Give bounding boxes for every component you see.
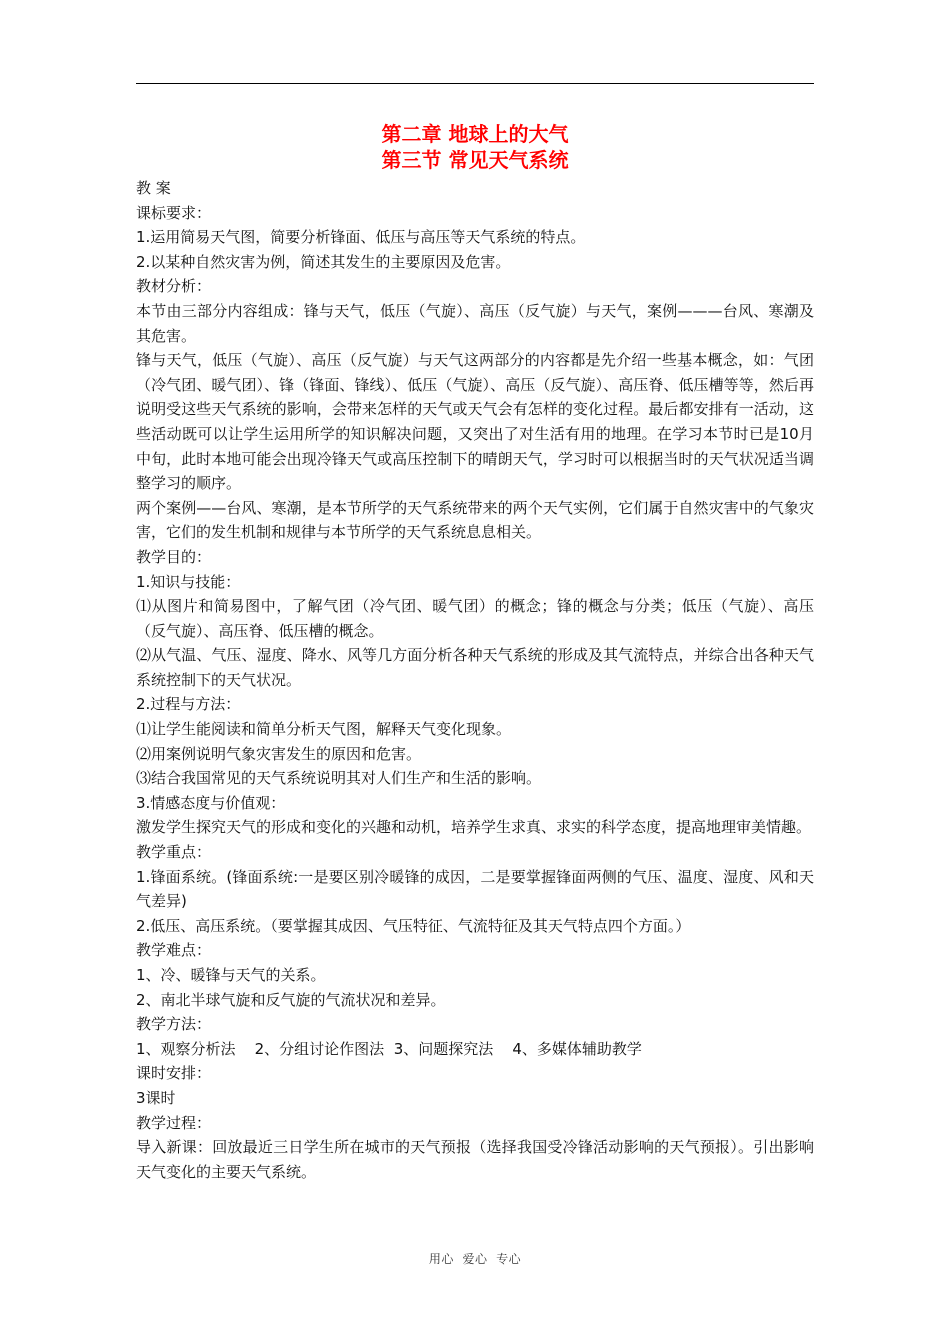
paragraph: ⑴让学生能阅读和简单分析天气图，解释天气变化现象。 [136, 720, 512, 739]
paragraph: 教学难点： [136, 941, 212, 960]
chapter-title: 第二章 地球上的大气 [381, 122, 569, 146]
paragraph: 2.过程与方法： [136, 695, 241, 714]
paragraph: 教学重点： [136, 843, 212, 862]
paragraph: 本节由三部分内容组成：锋与天气，低压（气旋）、高压（反气旋）与天气，案例———台风、寒潮及其危害。 [136, 301, 814, 345]
paragraph: 教材分析： [136, 277, 212, 296]
paragraph: 教学目的： [136, 547, 212, 566]
paragraph: 教学过程： [136, 1113, 212, 1132]
paragraph: 1、冷、暖锋与天气的关系。 [136, 966, 326, 984]
paragraph: 1、观察分析法 2、分组讨论作图法 3、问题探究法 4、多媒体辅助教学 [136, 1039, 642, 1058]
paragraph: 激发学生探究天气的形成和变化的兴趣和动机，培养学生求真、求实的科学态度，提高地理审美情趣。 [136, 818, 812, 837]
paragraph: 3课时 [136, 1088, 176, 1107]
document-title [136, 121, 814, 173]
paragraph: 课时安排： [136, 1064, 212, 1083]
page-footer: 用心 爱心 专心 [428, 1252, 522, 1266]
paragraph: 1.运用简易天气图，简要分析锋面、低压与高压等天气系统的特点。 [136, 228, 586, 247]
section-title: 第三节 常见天气系统 [381, 148, 569, 172]
paragraph: 教 案 [136, 179, 171, 197]
document-body [136, 176, 814, 1184]
paragraph: 3.情感态度与价值观： [136, 793, 286, 812]
paragraph: 1.锋面系统。(锋面系统:一是要区别冷暖锋的成因，二是要掌握锋面两侧的气压、温度、湿度、风和天气差异) [136, 867, 814, 911]
paragraph: 2.低压、高压系统。（要掌握其成因、气压特征、气流特征及其天气特点四个方面。） [136, 916, 691, 935]
paragraph: ⑵用案例说明气象灾害发生的原因和危害。 [136, 744, 422, 763]
paragraph: 2、南北半球气旋和反气旋的气流状况和差异。 [136, 990, 446, 1009]
paragraph: 导入新课：回放最近三日学生所在城市的天气预报（选择我国受冷锋活动影响的天气预报）。引出影响天气变化的主要天气系统。 [136, 1138, 814, 1181]
paragraph: 1.知识与技能： [136, 572, 241, 591]
header-rule [136, 83, 814, 84]
paragraph: 两个案例——台风、寒潮，是本节所学的天气系统带来的两个天气实例，它们属于自然灾害中的气象灾害，它们的发生机制和规律与本节所学的天气系统息息相关。 [136, 498, 814, 542]
paragraph: 教学方法： [136, 1015, 212, 1034]
paragraph: 2.以某种自然灾害为例，简述其发生的主要原因及危害。 [136, 252, 511, 271]
paragraph: ⑶结合我国常见的天气系统说明其对人们生产和生活的影响。 [136, 769, 542, 788]
paragraph: ⑵从气温、气压、湿度、降水、风等几方面分析各种天气系统的形成及其气流特点，并综合出各种天气系统控制下的天气状况。 [136, 646, 814, 689]
paragraph: 课标要求： [136, 203, 212, 222]
paragraph: ⑴从图片和简易图中，了解气团（冷气团、暖气团）的概念；锋的概念与分类；低压（气旋）、高压（反气旋）、高压脊、低压槽的概念。 [136, 597, 814, 640]
paragraph: 锋与天气，低压（气旋）、高压（反气旋）与天气这两部分的内容都是先介绍一些基本概念，如：气团（冷气团、暖气团）、锋（锋面、锋线）、低压（气旋）、高压（反气旋）、高压脊、低压槽等等，然后再说明受这些天气系统的影响，会带来怎样的天气或天气会有怎样的变化过程。最后都安排有一活动，这些活动既可以让学生运用所学的知识解决问题，又突出了对生活有用的地理。在学习本节时已是10月中旬，此时本地可能会出现冷锋天气或高压控制下的晴朗天气，学习时可以根据当时的天气状况适当调整学习的顺序。 [136, 351, 814, 493]
